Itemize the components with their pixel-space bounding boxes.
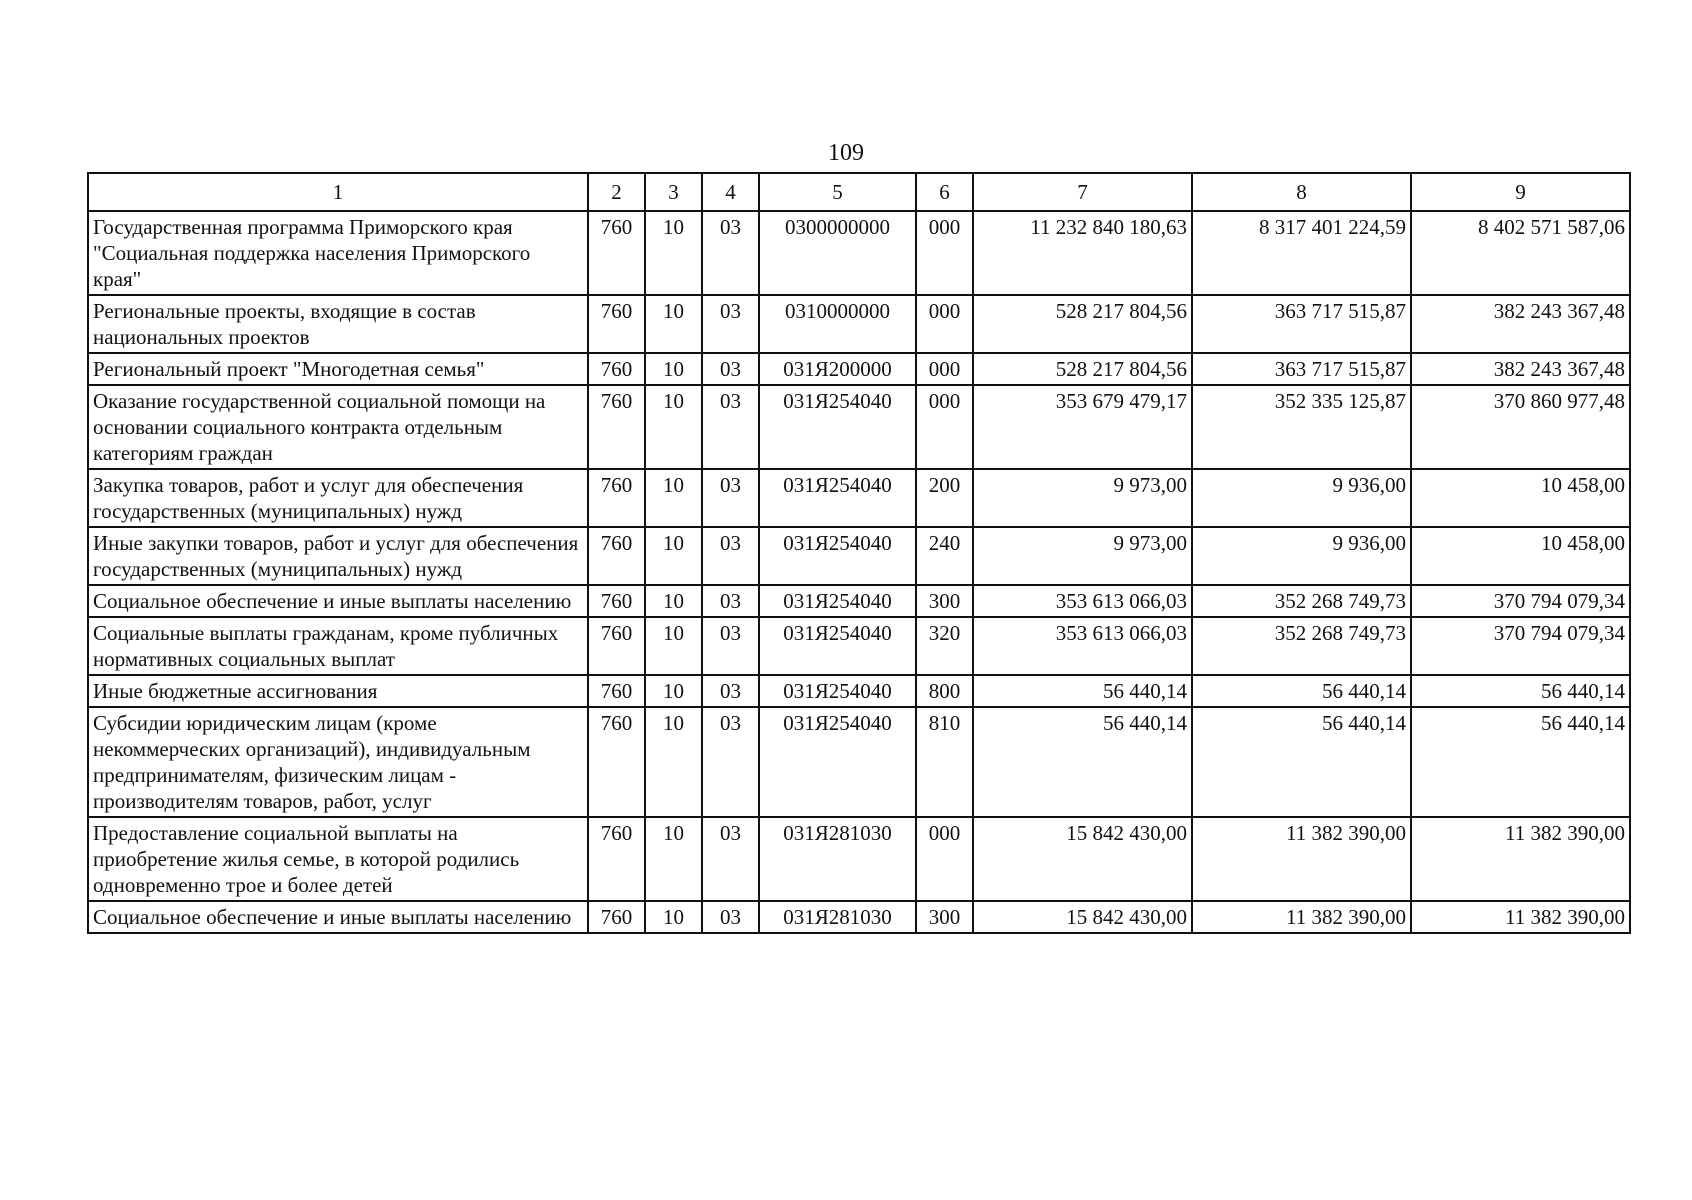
code-cell: 300: [916, 585, 973, 617]
code-cell: 031Я254040: [759, 617, 916, 675]
code-cell: 10: [645, 295, 702, 353]
amount-cell: 370 860 977,48: [1411, 385, 1630, 469]
table-row: [88, 675, 1630, 707]
amount-cell: 370 794 079,34: [1411, 617, 1630, 675]
header-row: [88, 173, 1630, 211]
code-cell: 10: [645, 707, 702, 817]
amount-cell: 9 936,00: [1192, 469, 1411, 527]
table-row: [88, 901, 1630, 933]
code-cell: 03: [702, 353, 759, 385]
table-row: [88, 817, 1630, 901]
code-cell: 03: [702, 295, 759, 353]
code-cell: 000: [916, 353, 973, 385]
amount-cell: 56 440,14: [1192, 675, 1411, 707]
code-cell: 760: [588, 295, 645, 353]
amount-cell: 353 679 479,17: [973, 385, 1192, 469]
code-cell: 760: [588, 353, 645, 385]
column-header: 4: [702, 173, 759, 211]
table-row: [88, 385, 1630, 469]
code-cell: 03: [702, 469, 759, 527]
code-cell: 760: [588, 617, 645, 675]
code-cell: 760: [588, 901, 645, 933]
row-description: Оказание государственной социальной помощи на основании социального контракта отдельным категориям граждан: [88, 385, 588, 469]
code-cell: 03: [702, 675, 759, 707]
amount-cell: 8 317 401 224,59: [1192, 211, 1411, 295]
amount-cell: 11 382 390,00: [1192, 817, 1411, 901]
amount-cell: 382 243 367,48: [1411, 295, 1630, 353]
row-description: Субсидии юридическим лицам (кроме некоммерческих организаций), индивидуальным предпринимателям, физическим лицам - производителям товаров, работ, услуг: [88, 707, 588, 817]
code-cell: 03: [702, 901, 759, 933]
code-cell: 031Я254040: [759, 385, 916, 469]
code-cell: 760: [588, 469, 645, 527]
amount-cell: 528 217 804,56: [973, 353, 1192, 385]
row-description: Иные закупки товаров, работ и услуг для обеспечения государственных (муниципальных) нужд: [88, 527, 588, 585]
code-cell: 10: [645, 617, 702, 675]
amount-cell: 56 440,14: [973, 707, 1192, 817]
amount-cell: 56 440,14: [1192, 707, 1411, 817]
column-header: 7: [973, 173, 1192, 211]
amount-cell: 11 382 390,00: [1192, 901, 1411, 933]
code-cell: 320: [916, 617, 973, 675]
code-cell: 03: [702, 585, 759, 617]
code-cell: 300: [916, 901, 973, 933]
budget-table: [87, 172, 1631, 934]
column-header: 9: [1411, 173, 1630, 211]
code-cell: 031Я254040: [759, 707, 916, 817]
amount-cell: 9 973,00: [973, 469, 1192, 527]
code-cell: 031Я254040: [759, 675, 916, 707]
amount-cell: 382 243 367,48: [1411, 353, 1630, 385]
code-cell: 031Я254040: [759, 469, 916, 527]
code-cell: 10: [645, 901, 702, 933]
amount-cell: 11 382 390,00: [1411, 817, 1630, 901]
row-description: Государственная программа Приморского края "Социальная поддержка населения Приморского края": [88, 211, 588, 295]
code-cell: 03: [702, 617, 759, 675]
amount-cell: 10 458,00: [1411, 469, 1630, 527]
code-cell: 10: [645, 211, 702, 295]
code-cell: 760: [588, 707, 645, 817]
row-description: Социальное обеспечение и иные выплаты населению: [88, 901, 588, 933]
row-description: Социальное обеспечение и иные выплаты населению: [88, 585, 588, 617]
table-body: [88, 211, 1630, 933]
amount-cell: 352 268 749,73: [1192, 585, 1411, 617]
amount-cell: 363 717 515,87: [1192, 353, 1411, 385]
amount-cell: 353 613 066,03: [973, 585, 1192, 617]
amount-cell: 370 794 079,34: [1411, 585, 1630, 617]
column-header: 2: [588, 173, 645, 211]
amount-cell: 15 842 430,00: [973, 817, 1192, 901]
amount-cell: 8 402 571 587,06: [1411, 211, 1630, 295]
code-cell: 031Я254040: [759, 585, 916, 617]
code-cell: 760: [588, 675, 645, 707]
amount-cell: 15 842 430,00: [973, 901, 1192, 933]
row-description: Закупка товаров, работ и услуг для обеспечения государственных (муниципальных) нужд: [88, 469, 588, 527]
row-description: Социальные выплаты гражданам, кроме публичных нормативных социальных выплат: [88, 617, 588, 675]
amount-cell: 9 936,00: [1192, 527, 1411, 585]
page-number: 109: [828, 140, 864, 166]
amount-cell: 10 458,00: [1411, 527, 1630, 585]
code-cell: 760: [588, 385, 645, 469]
code-cell: 000: [916, 295, 973, 353]
code-cell: 760: [588, 527, 645, 585]
row-description: Региональные проекты, входящие в состав национальных проектов: [88, 295, 588, 353]
code-cell: 0310000000: [759, 295, 916, 353]
amount-cell: 11 382 390,00: [1411, 901, 1630, 933]
table-row: [88, 295, 1630, 353]
table-row: [88, 585, 1630, 617]
table-row: [88, 211, 1630, 295]
amount-cell: 352 268 749,73: [1192, 617, 1411, 675]
code-cell: 810: [916, 707, 973, 817]
table-row: [88, 617, 1630, 675]
code-cell: 760: [588, 585, 645, 617]
code-cell: 800: [916, 675, 973, 707]
code-cell: 240: [916, 527, 973, 585]
column-header: 6: [916, 173, 973, 211]
amount-cell: 528 217 804,56: [973, 295, 1192, 353]
column-header: 1: [88, 173, 588, 211]
code-cell: 10: [645, 585, 702, 617]
code-cell: 200: [916, 469, 973, 527]
code-cell: 10: [645, 675, 702, 707]
code-cell: 10: [645, 385, 702, 469]
amount-cell: 56 440,14: [973, 675, 1192, 707]
code-cell: 03: [702, 527, 759, 585]
row-description: Региональный проект "Многодетная семья": [88, 353, 588, 385]
code-cell: 10: [645, 469, 702, 527]
code-cell: 000: [916, 385, 973, 469]
column-header: 3: [645, 173, 702, 211]
code-cell: 03: [702, 385, 759, 469]
code-cell: 031Я200000: [759, 353, 916, 385]
table-row: [88, 469, 1630, 527]
code-cell: 031Я281030: [759, 901, 916, 933]
code-cell: 03: [702, 707, 759, 817]
row-description: Иные бюджетные ассигнования: [88, 675, 588, 707]
code-cell: 10: [645, 817, 702, 901]
code-cell: 03: [702, 211, 759, 295]
amount-cell: 56 440,14: [1411, 707, 1630, 817]
table-row: [88, 707, 1630, 817]
amount-cell: 9 973,00: [973, 527, 1192, 585]
amount-cell: 352 335 125,87: [1192, 385, 1411, 469]
amount-cell: 363 717 515,87: [1192, 295, 1411, 353]
code-cell: 03: [702, 817, 759, 901]
code-cell: 0300000000: [759, 211, 916, 295]
amount-cell: 353 613 066,03: [973, 617, 1192, 675]
code-cell: 000: [916, 211, 973, 295]
row-description: Предоставление социальной выплаты на приобретение жилья семье, в которой родились одновременно трое и более детей: [88, 817, 588, 901]
code-cell: 000: [916, 817, 973, 901]
amount-cell: 11 232 840 180,63: [973, 211, 1192, 295]
code-cell: 760: [588, 211, 645, 295]
code-cell: 760: [588, 817, 645, 901]
table-row: [88, 527, 1630, 585]
amount-cell: 56 440,14: [1411, 675, 1630, 707]
column-header: 8: [1192, 173, 1411, 211]
code-cell: 031Я281030: [759, 817, 916, 901]
column-header: 5: [759, 173, 916, 211]
code-cell: 10: [645, 527, 702, 585]
table-row: [88, 353, 1630, 385]
code-cell: 031Я254040: [759, 527, 916, 585]
code-cell: 10: [645, 353, 702, 385]
